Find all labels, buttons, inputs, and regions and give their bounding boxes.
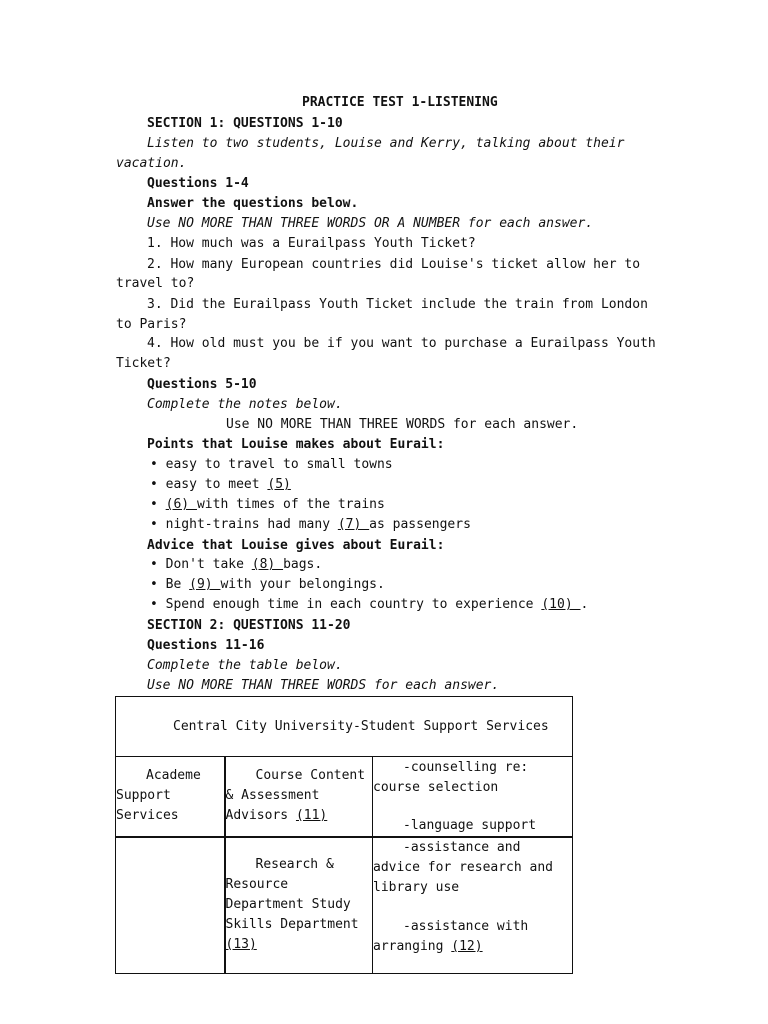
table-cell: [116, 757, 225, 838]
questions-11-16-heading: Questions 11-16: [147, 638, 265, 653]
table-cell-text: -counselling re: course selection: [373, 760, 529, 795]
advice-item: [150, 555, 322, 575]
answer-blank-6: (6): [165, 497, 197, 512]
point-text: easy to meet: [165, 477, 268, 492]
table-cell-text: -language support: [403, 818, 537, 833]
question-3: 3. Did the Eurailpass Youth Ticket include the train from London: [147, 297, 648, 312]
section2-heading: SECTION 2: QUESTIONS 11-20: [147, 618, 351, 633]
questions-5-10-heading: Questions 5-10: [147, 377, 257, 392]
table-cell: [373, 757, 573, 838]
question-1: 1. How much was a Eurailpass Youth Ticket?: [147, 236, 476, 251]
answer-blank-7: (7): [337, 517, 370, 532]
advice-heading: Advice that Louise gives about Eurail:: [147, 538, 445, 553]
point-text: easy to travel to small towns: [165, 457, 393, 472]
table-cell-text: Research & Resource Department Study Skills Department: [225, 857, 359, 932]
points-heading: Points that Louise makes about Eurail:: [147, 437, 445, 452]
table-cell: [225, 837, 373, 973]
questions-1-4-limit: Use NO MORE THAN THREE WORDS OR A NUMBER for each answer.: [147, 216, 594, 231]
answer-blank-12: (12): [451, 939, 483, 954]
question-3-cont: to Paris?: [116, 317, 187, 332]
section1-intro-cont: vacation.: [116, 156, 187, 171]
table-cell-text: -assistance and advice for research and library use: [373, 840, 554, 895]
advice-item: [150, 595, 588, 615]
point-text: night-trains had many: [165, 517, 338, 532]
table-title-row: [116, 697, 573, 757]
answer-blank-5: (5): [267, 477, 291, 492]
table-row: [116, 757, 573, 838]
table-cell: [116, 837, 225, 973]
page-title: PRACTICE TEST 1-LISTENING: [302, 95, 498, 110]
table-cell: [373, 837, 573, 973]
answer-blank-11: (11): [295, 808, 328, 823]
table-title-cell: [116, 697, 573, 757]
section1-heading: SECTION 1: QUESTIONS 1-10: [147, 116, 343, 131]
questions-11-16-instruction: Complete the table below.: [147, 658, 343, 673]
point-text: as passengers: [369, 517, 471, 532]
table-cell-text: -assistance with arranging: [373, 919, 529, 954]
answer-blank-13: (13): [225, 937, 257, 952]
questions-1-4-instruction: Answer the questions below.: [147, 196, 359, 211]
table-cell-text: [373, 917, 572, 957]
advice-text: bags.: [283, 557, 323, 572]
section1-intro: Listen to two students, Louise and Kerry, talking about their: [147, 136, 625, 151]
answer-blank-8: (8): [251, 557, 284, 572]
point-item: [150, 515, 471, 535]
table-cell-text: Course Content & Assessment Advisors: [225, 768, 366, 823]
question-4-cont: Ticket?: [116, 356, 171, 371]
table-cell-text: Academe Support Services: [116, 768, 201, 823]
question-2-cont: travel to?: [116, 276, 195, 291]
answer-blank-9: (9): [189, 577, 221, 592]
question-4: 4. How old must you be if you want to purchase a Eurailpass Youth: [147, 336, 656, 351]
questions-5-10-limit: Use NO MORE THAN THREE WORDS for each answer.: [226, 417, 579, 432]
advice-text: Spend enough time in each country to experience: [165, 597, 542, 612]
questions-1-4-heading: Questions 1-4: [147, 176, 249, 191]
advice-text: .: [580, 597, 589, 612]
advice-text: Be: [165, 577, 190, 592]
point-text: with times of the trains: [196, 497, 385, 512]
questions-5-10-instruction: Complete the notes below.: [147, 397, 343, 412]
table-cell-text: [226, 838, 373, 955]
table-cell: [225, 757, 373, 838]
point-item: [150, 495, 385, 515]
advice-text: Don't take: [165, 557, 252, 572]
point-item: [150, 475, 291, 495]
table-row: [116, 837, 573, 973]
questions-11-16-limit: Use NO MORE THAN THREE WORDS for each answer.: [147, 678, 500, 693]
answer-blank-10: (10): [541, 597, 581, 612]
advice-text: with your belongings.: [220, 577, 385, 592]
point-item: [150, 455, 393, 475]
advice-item: [150, 575, 385, 595]
question-2: 2. How many European countries did Louise's ticket allow her to: [147, 257, 641, 272]
table-title: Central City University-Student Support Services: [173, 718, 549, 734]
support-services-table: [115, 696, 573, 974]
table-cell-text: [226, 757, 373, 826]
